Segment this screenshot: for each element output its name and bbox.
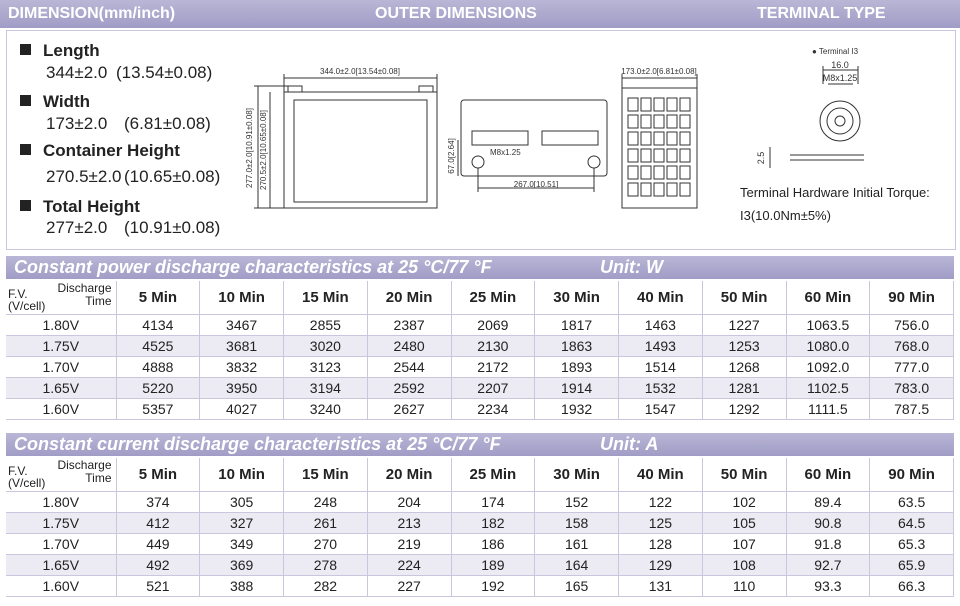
value-cell: 449 — [116, 534, 200, 555]
side-view — [254, 74, 437, 208]
value-cell: 2172 — [451, 357, 535, 378]
value-cell: 182 — [451, 513, 535, 534]
side-length-label: 344.0±2.0[13.54±0.08] — [320, 67, 400, 76]
column-header: 15 Min — [284, 281, 368, 315]
table-row — [6, 555, 954, 576]
grid-cell — [667, 98, 677, 111]
value-cell: 1253 — [702, 336, 786, 357]
grid-cell — [654, 115, 664, 128]
value-cell: 1893 — [535, 357, 619, 378]
spec-label: Container Height — [43, 141, 180, 160]
column-header: 60 Min — [786, 281, 870, 315]
value-cell: 1514 — [619, 357, 703, 378]
value-cell: 1281 — [702, 378, 786, 399]
value-cell: 189 — [451, 555, 535, 576]
grid-cell — [654, 166, 664, 179]
value-cell: 186 — [451, 534, 535, 555]
terminal-spacing-label: 267.0[10.51] — [513, 180, 559, 189]
value-cell: 161 — [535, 534, 619, 555]
value-cell: 91.8 — [786, 534, 870, 555]
value-cell: 227 — [367, 576, 451, 597]
outer-dimensions-title: OUTER DIMENSIONS — [375, 5, 537, 22]
value-cell: 787.5 — [870, 399, 954, 420]
fv-cell: 1.60V — [6, 399, 116, 420]
column-header: 20 Min — [367, 281, 451, 315]
grid-cell — [654, 149, 664, 162]
grid-cell — [667, 149, 677, 162]
value-cell: 4027 — [200, 399, 284, 420]
value-cell: 1292 — [702, 399, 786, 420]
value-cell: 224 — [367, 555, 451, 576]
terminal-bolt-label: M8x1.25 — [822, 73, 858, 83]
grid-cell — [628, 132, 638, 145]
value-cell: 3020 — [284, 336, 368, 357]
value-cell: 3194 — [284, 378, 368, 399]
spec-label: Width — [43, 92, 91, 111]
fv-header-cell — [6, 281, 116, 315]
spec-value-mm: 270.5±2.0 — [46, 167, 122, 186]
value-cell: 64.5 — [870, 513, 954, 534]
value-cell: 165 — [535, 576, 619, 597]
column-header: 90 Min — [870, 458, 954, 492]
column-header: 15 Min — [284, 458, 368, 492]
fv-cell: 1.65V — [6, 378, 116, 399]
value-cell: 374 — [116, 492, 200, 513]
column-header: 50 Min — [702, 458, 786, 492]
column-header: 25 Min — [451, 458, 535, 492]
torque-value: I3(10.0Nm±5%) — [740, 208, 831, 223]
value-cell: 92.7 — [786, 555, 870, 576]
value-cell: 152 — [535, 492, 619, 513]
container-height-label: 270.5±2.0[10.65±0.08] — [259, 110, 268, 190]
spec-value-in: (6.81±0.08) — [124, 114, 211, 133]
value-cell: 2855 — [284, 315, 368, 336]
end-view-grid — [628, 98, 690, 196]
grid-cell — [628, 166, 638, 179]
terminal-type-title: TERMINAL TYPE — [757, 5, 886, 22]
value-cell: 110 — [702, 576, 786, 597]
end-view — [622, 74, 697, 208]
value-cell: 2387 — [367, 315, 451, 336]
grid-cell — [628, 115, 638, 128]
value-cell: 3681 — [200, 336, 284, 357]
current-discharge-table — [6, 458, 954, 597]
current-section-unit: Unit: A — [600, 434, 659, 454]
table-row — [6, 357, 954, 378]
table-row — [6, 378, 954, 399]
value-cell: 3832 — [200, 357, 284, 378]
grid-cell — [680, 98, 690, 111]
value-cell: 1914 — [535, 378, 619, 399]
value-cell: 108 — [702, 555, 786, 576]
column-header: 25 Min — [451, 281, 535, 315]
value-cell: 5220 — [116, 378, 200, 399]
value-cell: 756.0 — [870, 315, 954, 336]
terminal-name: ● Terminal I3 — [812, 47, 859, 56]
value-cell: 369 — [200, 555, 284, 576]
grid-cell — [680, 115, 690, 128]
value-cell: 4525 — [116, 336, 200, 357]
value-cell: 521 — [116, 576, 200, 597]
value-cell: 1547 — [619, 399, 703, 420]
table-row — [6, 513, 954, 534]
value-cell: 270 — [284, 534, 368, 555]
value-cell: 492 — [116, 555, 200, 576]
power-discharge-table — [6, 281, 954, 420]
table-row — [6, 576, 954, 597]
fv-cell: 1.70V — [6, 534, 116, 555]
value-cell: 122 — [619, 492, 703, 513]
spec-value-in: (10.91±0.08) — [124, 218, 221, 237]
grid-cell — [680, 183, 690, 196]
grid-cell — [680, 132, 690, 145]
fv-cell: 1.65V — [6, 555, 116, 576]
value-cell: 282 — [284, 576, 368, 597]
spec-value-in: (13.54±0.08) — [116, 63, 213, 82]
fv-cell: 1.80V — [6, 315, 116, 336]
value-cell: 213 — [367, 513, 451, 534]
grid-cell — [641, 98, 651, 111]
current-section-title: Constant current discharge characteristics at 25 °C/77 °F — [14, 434, 501, 454]
fv-label: F.V. (V/cell) — [8, 464, 46, 490]
value-cell: 66.3 — [870, 576, 954, 597]
spec-value-mm: 277±2.0 — [46, 218, 108, 237]
value-cell: 219 — [367, 534, 451, 555]
value-cell: 1111.5 — [786, 399, 870, 420]
grid-cell — [628, 183, 638, 196]
value-cell: 2207 — [451, 378, 535, 399]
value-cell: 2480 — [367, 336, 451, 357]
grid-cell — [680, 149, 690, 162]
grid-cell — [641, 132, 651, 145]
value-cell: 1063.5 — [786, 315, 870, 336]
grid-cell — [641, 149, 651, 162]
value-cell: 65.9 — [870, 555, 954, 576]
value-cell: 261 — [284, 513, 368, 534]
value-cell: 1102.5 — [786, 378, 870, 399]
grid-cell — [654, 98, 664, 111]
grid-cell — [628, 149, 638, 162]
value-cell: 3467 — [200, 315, 284, 336]
value-cell: 129 — [619, 555, 703, 576]
outer-dimensions-drawing — [0, 0, 960, 250]
value-cell: 2069 — [451, 315, 535, 336]
grid-cell — [667, 132, 677, 145]
power-section-title: Constant power discharge characteristics at 25 °C/77 °F — [14, 257, 492, 277]
table-row — [6, 315, 954, 336]
value-cell: 1092.0 — [786, 357, 870, 378]
column-header: 40 Min — [619, 458, 703, 492]
value-cell: 128 — [619, 534, 703, 555]
value-cell: 3123 — [284, 357, 368, 378]
value-cell: 1532 — [619, 378, 703, 399]
table-row — [6, 492, 954, 513]
column-header: 30 Min — [535, 458, 619, 492]
grid-cell — [628, 98, 638, 111]
value-cell: 107 — [702, 534, 786, 555]
grid-cell — [641, 115, 651, 128]
value-cell: 2592 — [367, 378, 451, 399]
grid-cell — [641, 183, 651, 196]
value-cell: 1863 — [535, 336, 619, 357]
discharge-label: Discharge Time — [57, 281, 112, 308]
value-cell: 278 — [284, 555, 368, 576]
grid-cell — [667, 115, 677, 128]
spec-value-mm: 344±2.0 — [46, 63, 108, 82]
column-header: 90 Min — [870, 281, 954, 315]
value-cell: 3240 — [284, 399, 368, 420]
value-cell: 4134 — [116, 315, 200, 336]
table-row — [6, 336, 954, 357]
power-section-unit: Unit: W — [600, 257, 663, 277]
value-cell: 204 — [367, 492, 451, 513]
top-view — [458, 100, 607, 192]
value-cell: 777.0 — [870, 357, 954, 378]
value-cell: 248 — [284, 492, 368, 513]
spec-value-mm: 173±2.0 — [46, 114, 108, 133]
value-cell: 192 — [451, 576, 535, 597]
value-cell: 412 — [116, 513, 200, 534]
value-cell: 164 — [535, 555, 619, 576]
top-height-label: 67.0[2.64] — [447, 138, 456, 174]
spec-label: Total Height — [43, 197, 140, 216]
grid-cell — [680, 166, 690, 179]
value-cell: 90.8 — [786, 513, 870, 534]
value-cell: 1493 — [619, 336, 703, 357]
value-cell: 89.4 — [786, 492, 870, 513]
spec-value-in: (10.65±0.08) — [124, 167, 221, 186]
column-header: 60 Min — [786, 458, 870, 492]
table-row — [6, 399, 954, 420]
bolt-label: M8x1.25 — [490, 148, 521, 157]
width-label: 173.0±2.0[6.81±0.08] — [621, 67, 697, 76]
grid-cell — [641, 166, 651, 179]
power-section-header — [6, 256, 954, 279]
value-cell: 768.0 — [870, 336, 954, 357]
discharge-label: Discharge Time — [57, 458, 112, 485]
value-cell: 388 — [200, 576, 284, 597]
grid-cell — [654, 183, 664, 196]
terminal-width-label: 16.0 — [831, 60, 849, 70]
column-header: 30 Min — [535, 281, 619, 315]
value-cell: 5357 — [116, 399, 200, 420]
value-cell: 783.0 — [870, 378, 954, 399]
grid-cell — [667, 166, 677, 179]
column-header: 10 Min — [200, 458, 284, 492]
spec-label: Length — [43, 41, 100, 60]
value-cell: 349 — [200, 534, 284, 555]
grid-cell — [654, 132, 664, 145]
value-cell: 131 — [619, 576, 703, 597]
value-cell: 65.3 — [870, 534, 954, 555]
value-cell: 2130 — [451, 336, 535, 357]
value-cell: 1932 — [535, 399, 619, 420]
value-cell: 3950 — [200, 378, 284, 399]
current-section-header — [6, 433, 954, 456]
value-cell: 1080.0 — [786, 336, 870, 357]
table-header-row — [6, 281, 954, 315]
fv-cell: 1.60V — [6, 576, 116, 597]
column-header: 40 Min — [619, 281, 703, 315]
fv-cell: 1.75V — [6, 336, 116, 357]
fv-cell: 1.80V — [6, 492, 116, 513]
value-cell: 105 — [702, 513, 786, 534]
column-header: 50 Min — [702, 281, 786, 315]
terminal-height-label: 2.5 — [756, 151, 766, 165]
fv-header-cell — [6, 458, 116, 492]
value-cell: 305 — [200, 492, 284, 513]
value-cell: 93.3 — [786, 576, 870, 597]
grid-cell — [667, 183, 677, 196]
torque-label: Terminal Hardware Initial Torque: — [740, 185, 930, 200]
fv-label: F.V. (V/cell) — [8, 287, 46, 313]
value-cell: 1817 — [535, 315, 619, 336]
value-cell: 1463 — [619, 315, 703, 336]
value-cell: 102 — [702, 492, 786, 513]
fv-cell: 1.75V — [6, 513, 116, 534]
value-cell: 4888 — [116, 357, 200, 378]
table-row — [6, 534, 954, 555]
column-header: 5 Min — [116, 281, 200, 315]
column-header: 20 Min — [367, 458, 451, 492]
table-header-row — [6, 458, 954, 492]
value-cell: 2627 — [367, 399, 451, 420]
total-height-label: 277.0±2.0[10.91±0.08] — [245, 108, 254, 188]
value-cell: 2544 — [367, 357, 451, 378]
value-cell: 63.5 — [870, 492, 954, 513]
dimension-title: DIMENSION(mm/inch) — [8, 5, 176, 22]
value-cell: 327 — [200, 513, 284, 534]
value-cell: 1227 — [702, 315, 786, 336]
value-cell: 125 — [619, 513, 703, 534]
value-cell: 158 — [535, 513, 619, 534]
column-header: 10 Min — [200, 281, 284, 315]
value-cell: 174 — [451, 492, 535, 513]
value-cell: 1268 — [702, 357, 786, 378]
column-header: 5 Min — [116, 458, 200, 492]
value-cell: 2234 — [451, 399, 535, 420]
fv-cell: 1.70V — [6, 357, 116, 378]
